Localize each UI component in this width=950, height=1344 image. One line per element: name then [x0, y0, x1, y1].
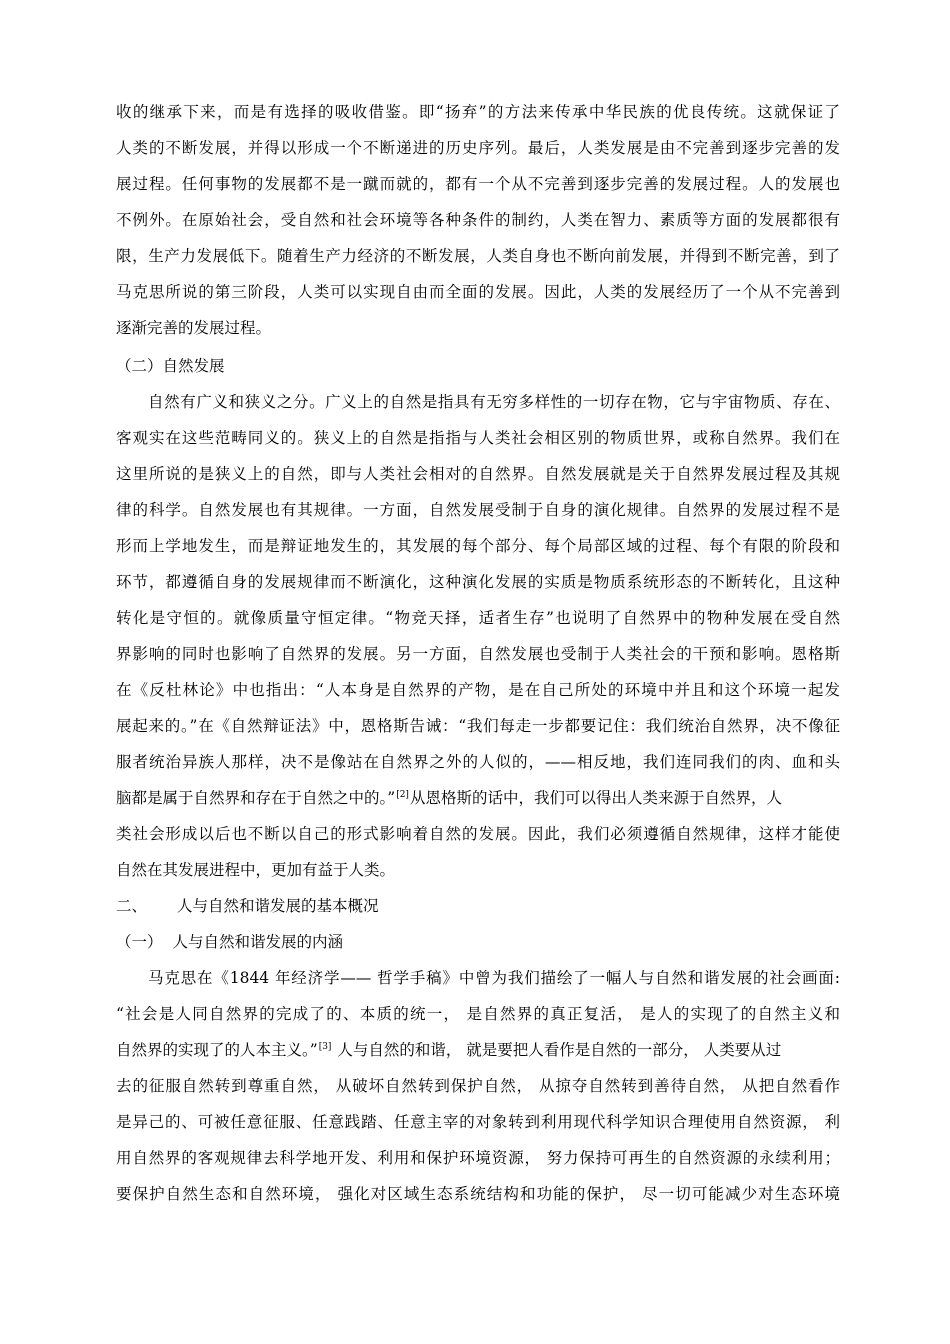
text-line: 用自然界的客观规律去科学地开发、利用和保护环境资源， 努力保持可再生的自然资源的永续利用；: [116, 1149, 840, 1167]
text-line: 界影响的同时也影响了自然界的发展。另一方面，自然发展也受制于人类社会的干预和影响。恩格斯: [116, 645, 840, 663]
text-line: 展起来的。”在《自然辩证法》中，恩格斯告诫：“我们每走一步都要记住：我们统治自然界，决不像征: [116, 717, 840, 735]
text-line: 要保护自然生态和自然环境， 强化对区域生态系统结构和功能的保护， 尽一切可能减少对生态环境: [116, 1185, 840, 1203]
text-line-with-citation: [116, 1036, 840, 1064]
subsection-number: （一）: [116, 933, 163, 951]
subsection-heading: [116, 928, 343, 956]
text-line: 马克思所说的第三阶段，人类可以实现自由而全面的发展。因此，人类的发展经历了一个从不完善到: [116, 283, 840, 301]
text-line: 在《反杜林论》中也指出：“人本身是自然界的产物，是在自己所处的环境中并且和这个环境一起发: [116, 681, 840, 699]
text-segment: 自然界的实现了的人本主义。”: [116, 1041, 318, 1059]
text-line: 律的科学。自然发展也有其规律。一方面，自然发展受制于自身的演化规律。自然界的发展过程不是: [116, 501, 840, 519]
section-title: 人与自然和谐发展的基本概况: [177, 897, 379, 915]
text-line: 自然有广义和狭义之分。广义上的自然是指具有无穷多样性的一切存在物，它与宇宙物质、存在、: [148, 393, 840, 411]
text-line: 逐渐完善的发展过程。: [116, 319, 272, 337]
text-line: 展过程。任何事物的发展都不是一蹴而就的，都有一个从不完善到逐步完善的发展过程。人的发展也: [116, 175, 840, 193]
text-segment: 从恩格斯的话中，我们可以得出人类来源于自然界，人: [409, 789, 782, 807]
subsection-title: 人与自然和谐发展的内涵: [172, 933, 344, 951]
text-line: 去的征服自然转到尊重自然， 从破坏自然转到保护自然， 从掠夺自然转到善待自然， 从把自然看作: [116, 1077, 840, 1095]
text-line: 人类的不断发展，并得以形成一个不断递进的历史序列。最后，人类发展是由不完善到逐步完善的发: [116, 139, 840, 157]
text-line: 形而上学地发生，而是辩证地发生的，其发展的每个部分、每个局部区域的过程、每个有限的阶段和: [116, 537, 840, 555]
text-line: 马克思在《1844 年经济学—— 哲学手稿》中曾为我们描绘了一幅人与自然和谐发展的社会画面:: [148, 969, 840, 987]
section-number: 二、: [116, 897, 148, 915]
text-line: 服者统治异族人那样，决不是像站在自然界之外的人似的，——相反地，我们连同我们的肉、血和头: [116, 753, 840, 771]
subsection-heading: （二）自然发展: [116, 357, 225, 375]
text-line: 限，生产力发展低下。随着生产力经济的不断发展，人类自身也不断向前发展，并得到不断完善，到了: [116, 247, 840, 265]
citation-ref-3[interactable]: [3]: [318, 1042, 332, 1052]
text-line: 不例外。在原始社会，受自然和社会环境等各种条件的制约，人类在智力、素质等方面的发展都很有: [116, 211, 840, 229]
text-line: 收的继承下来，而是有选择的吸收借鉴。即“扬弃”的方法来传承中华民族的优良传统。这就保证了: [116, 103, 840, 121]
text-line: 类社会形成以后也不断以自己的形式影响着自然的发展。因此，我们必须遵循自然规律，这样才能使: [116, 825, 840, 843]
text-line: 这里所说的是狭义上的自然，即与人类社会相对的自然界。自然发展就是关于自然界发展过程及其规: [116, 465, 840, 483]
text-line: 自然在其发展进程中，更加有益于人类。: [116, 861, 396, 879]
section-heading: [116, 892, 379, 920]
text-line: “社会是人同自然界的完成了的、本质的统一， 是自然界的真正复活， 是人的实现了的自然主义和: [116, 1005, 840, 1023]
text-line: 环节，都遵循自身的发展规律而不断演化，这种演化发展的实质是物质系统形态的不断转化，且这种: [116, 573, 840, 591]
text-line: 是异己的、可被任意征服、任意践踏、任意主宰的对象转到利用现代科学知识合理使用自然资源， 利: [116, 1113, 840, 1131]
text-line: 转化是守恒的。就像质量守恒定律。“物竞天择，适者生存”也说明了自然界中的物种发展在受自然: [116, 609, 840, 627]
citation-ref-2[interactable]: [2]: [396, 790, 409, 800]
text-line-with-citation: [116, 784, 840, 812]
text-segment: 脑都是属于自然界和存在于自然之中的。”: [116, 789, 396, 807]
text-segment: 人与自然的和谐， 就是要把人看作是自然的一部分， 人类要从过: [332, 1041, 782, 1059]
text-line: 客观实在这些范畴同义的。狭义上的自然是指指与人类社会相区别的物质世界，或称自然界。我们在: [116, 429, 840, 447]
